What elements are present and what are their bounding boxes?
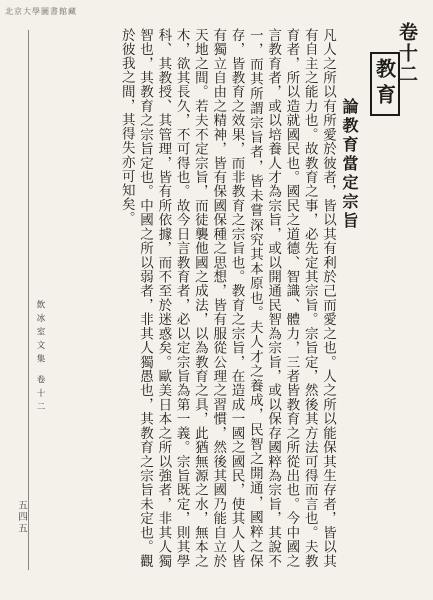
section-label: 教育	[372, 58, 397, 110]
essay-title: 論教育當定宗旨	[340, 98, 359, 231]
collection-name: 飲冰室文集	[35, 300, 45, 368]
chapter-heading: 卷十二	[396, 22, 418, 85]
margin-volume: 卷十二	[35, 375, 45, 416]
library-stamp: 北京大學圖書館藏	[5, 7, 77, 16]
page-number: 五四五	[16, 500, 27, 535]
section-label-box	[370, 52, 400, 116]
collection-title	[34, 300, 46, 416]
essay-body: 凡人之所以有所愛於彼者，皆以其有利於己而愛之也。人之所以能保其生存者，皆以其有自主之能力也。故教育之事，必先定其宗旨。宗旨定，然後其方法可得而言也。夫教育者，所以造就國民也。國民之道德、智識、體力，三者皆教育之所從出也。今中國之言教育者，或以培養人才為宗旨，或以開通民智為宗旨，或以保存國粹為宗旨，其說不一，而其所謂宗旨者，皆未嘗深究其本原也。夫人才之養成，民智之開通，國粹之保存，皆教育之效果，而非教育之宗旨也。教育之宗旨，在造成一國之國民，使其人人皆有獨立自由之精神，皆有保國保種之思想，皆有服從公理之習慣，然後其國乃能自立於天地之間。若夫不定宗旨，而徒襲他國之成法，以為教育之具，此猶無源之水，無本之木，欲其長久，不可得也。故今日言教育者，必以定宗旨為第一義。宗旨既定，則其學科、其教授、其管理，皆有所依據，而不至於迷惑矣。歐美日本之所以強者，非其人獨智也，其教育之宗旨定也。中國之所以弱者，非其人獨愚也，其教育之宗旨未定也。觀於彼我之間，其得失亦可知矣。	[118, 28, 336, 568]
margin-rule	[28, 30, 29, 570]
